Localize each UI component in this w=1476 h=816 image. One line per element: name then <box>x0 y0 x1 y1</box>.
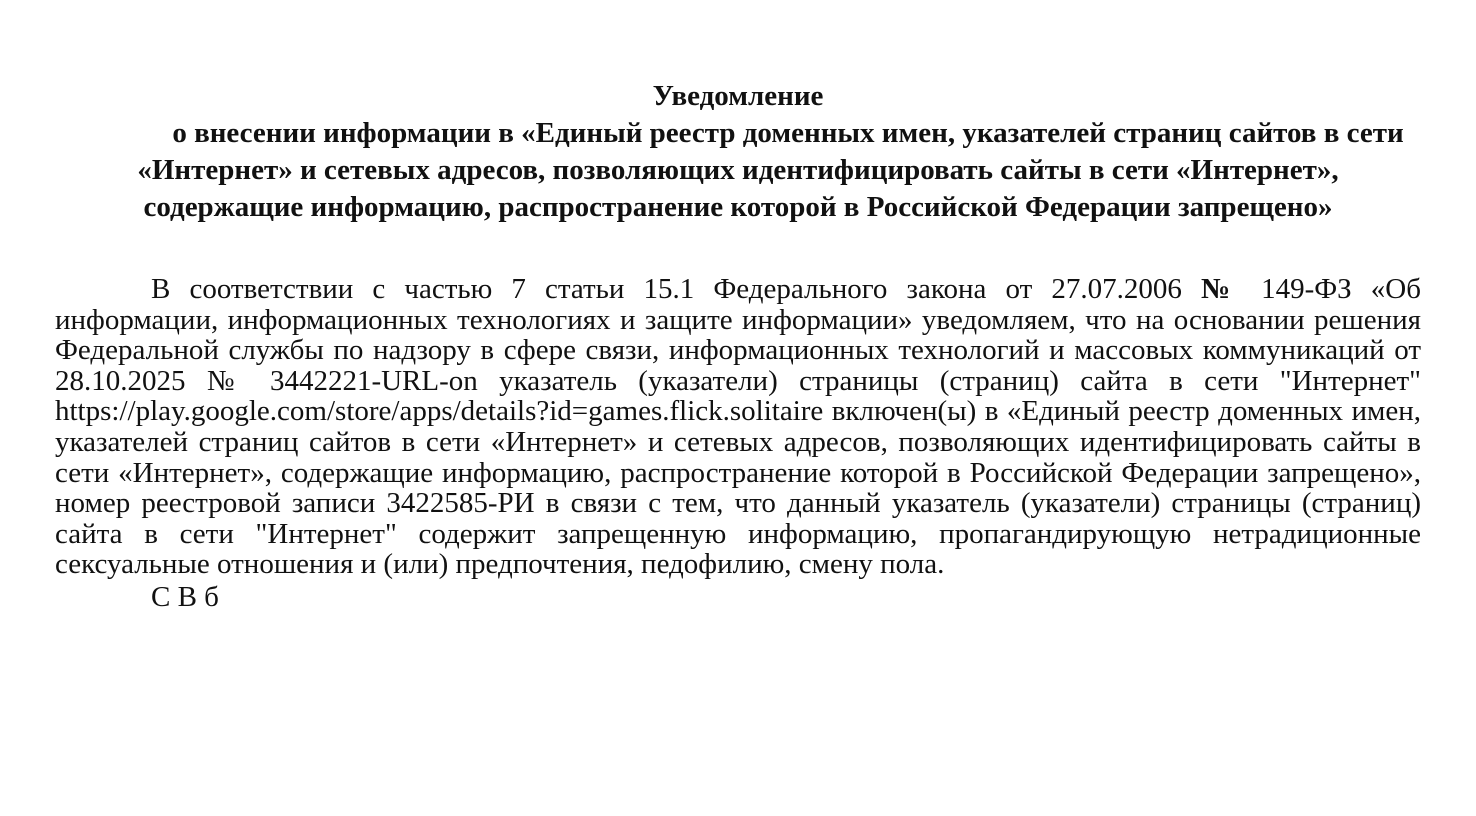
notice-title: Уведомление <box>652 80 824 112</box>
next-paragraph-fragment: С В б <box>151 580 219 613</box>
paragraph-intro: В соответствии с частью 7 статьи 15.1 Федерального закона от 27.07.2006 <box>151 273 1182 305</box>
paragraph-rest: 149-ФЗ «Об информации, информационных технологиях и защите информации» уведомляем, что на основании решения Федеральной службы по надзору в сфере связи, информационных технологий и массовых коммуникаций от 28.10.2025 № 3442221-URL-on указатель (указатели) страницы (страниц) сайта в сети "Интернет" https://play.google.com/store/apps/details?id=games.flick.solitaire включен(ы) в «Единый реестр доменных имен, указателей страниц сайтов в сети «Интернет» и сетевых адресов, позволяющих идентифицировать сайты в сети «Интернет», содержащие информацию, распространение которой в Российской Федерации запрещено», номер реестровой записи 3422585-РИ в связи с тем, что данный указатель (указатели) страницы (страниц) сайта в сети "Интернет" содержит запрещенную информацию, пропагандирующую нетрадиционные сексуальные отношения и (или) предпочтения, педофилию, смену пола. <box>55 273 1421 581</box>
notice-heading <box>55 78 1421 226</box>
number-sign: № <box>1200 273 1242 305</box>
notice-document <box>55 78 1421 613</box>
notice-body-paragraph <box>55 274 1421 580</box>
notice-subtitle: о внесении информации в «Единый реестр доменных имен, указателей страниц сайтов в сети «Интернет» и сетевых адресов, позволяющих идентифицировать сайты в сети «Интернет», содержащие информацию, распространение которой в Российской Федерации запрещено» <box>137 117 1404 223</box>
